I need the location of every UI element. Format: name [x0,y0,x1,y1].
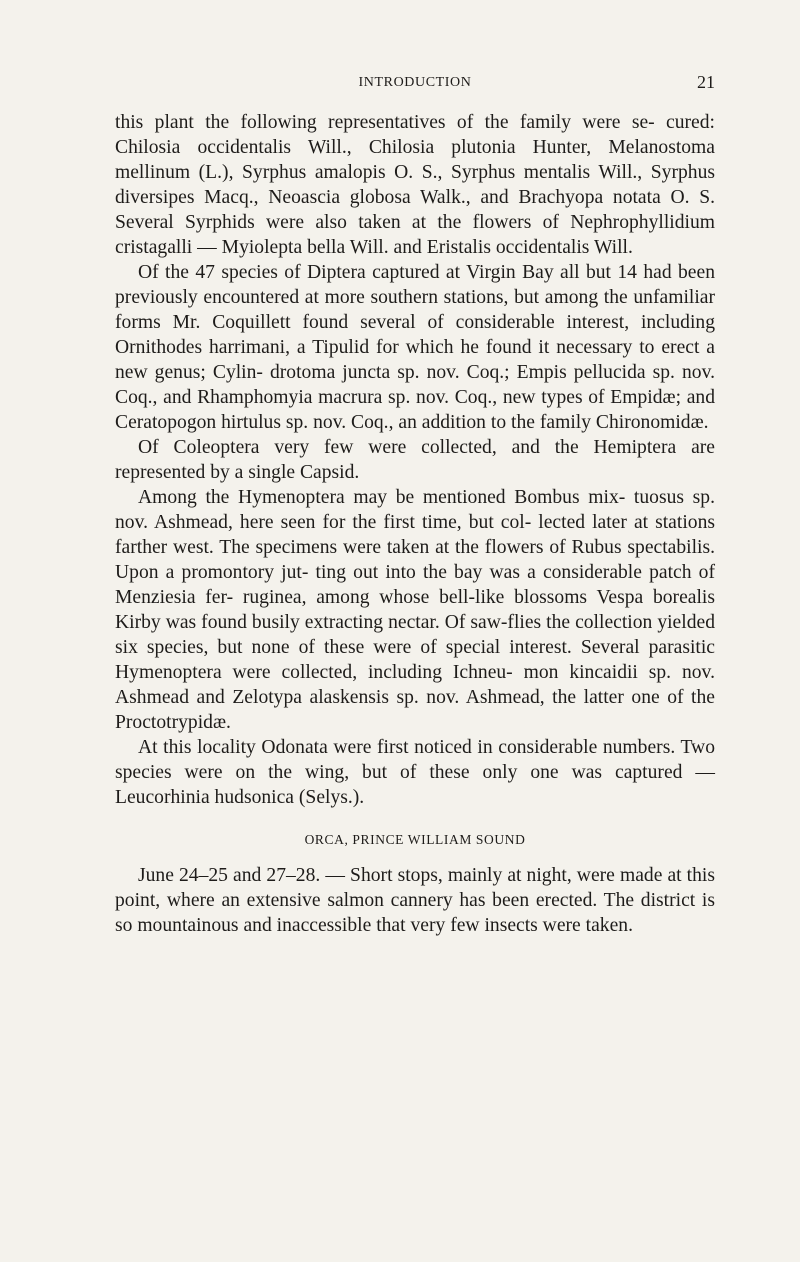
paragraph-hymenoptera: Among the Hymenoptera may be mentioned Bombus mix- tuosus sp. nov. Ashmead, here seen for the first time, but col- lected later at stations farther west. The specimens were taken at the flowers of Rubus spectabilis. Upon a promontory jut- ting out into the bay was a considerable patch of Menziesia fer- ruginea, among whose bell-like blossoms Vespa borealis Kirby was found busily extracting nectar. Of saw-flies the collection yielded six species, but none of these were of special interest. Several parasitic Hymenoptera were collected, including Ichneu- mon kincaidii sp. nov. Ashmead and Zelotypa alaskensis sp. nov. Ashmead, the latter one of the Proctotrypidæ. [115,487,715,733]
paragraph-coleoptera: Of Coleoptera very few were collected, and the Hemiptera are represented by a single Capsid. [115,437,715,483]
body-text [115,110,715,938]
running-title: INTRODUCTION [358,75,472,90]
paragraph-orca: June 24–25 and 27–28. — Short stops, mainly at night, were made at this point, where an extensive salmon cannery has been erected. The district is so mountainous and inaccessible that very few insects were taken. [115,865,715,936]
paragraph-odonata: At this locality Odonata were first noticed in considerable numbers. Two species were on the wing, but of these only one was captured — Leucorhinia hudsonica (Selys.). [115,737,715,808]
section-heading: ORCA, PRINCE WILLIAM SOUND [304,832,526,847]
paragraph-diptera: Of the 47 species of Diptera captured at Virgin Bay all but 14 had been previously encountered at more southern stations, but among the unfamiliar forms Mr. Coquillett found several of considerable interest, including Ornithodes harrimani, a Tipulid for which he found it necessary to erect a new genus; Cylin- drotoma juncta sp. nov. Coq.; Empis pellucida sp. nov. Coq., and Rhamphomyia macrura sp. nov. Coq., new types of Empidæ; and Ceratopogon hirtulus sp. nov. Coq., an addition to the family Chironomidæ. [115,262,715,433]
paragraph-syrphids: this plant the following representatives of the family were se- cured: Chilosia occidentalis Will., Chilosia plutonia Hunter, Melanostoma mellinum (L.), Syrphus amalopis O. S., Syrphus mentalis Will., Syrphus diversipes Macq., Neoascia globosa Walk., and Brachyopa notata O. S. Several Syrphids were also taken at the flowers of Nephrophyllidium cristagalli — Myiolepta bella Will. and Eristalis occidentalis Will. [115,112,715,258]
page-number: 21 [697,72,715,92]
running-head [115,72,715,96]
